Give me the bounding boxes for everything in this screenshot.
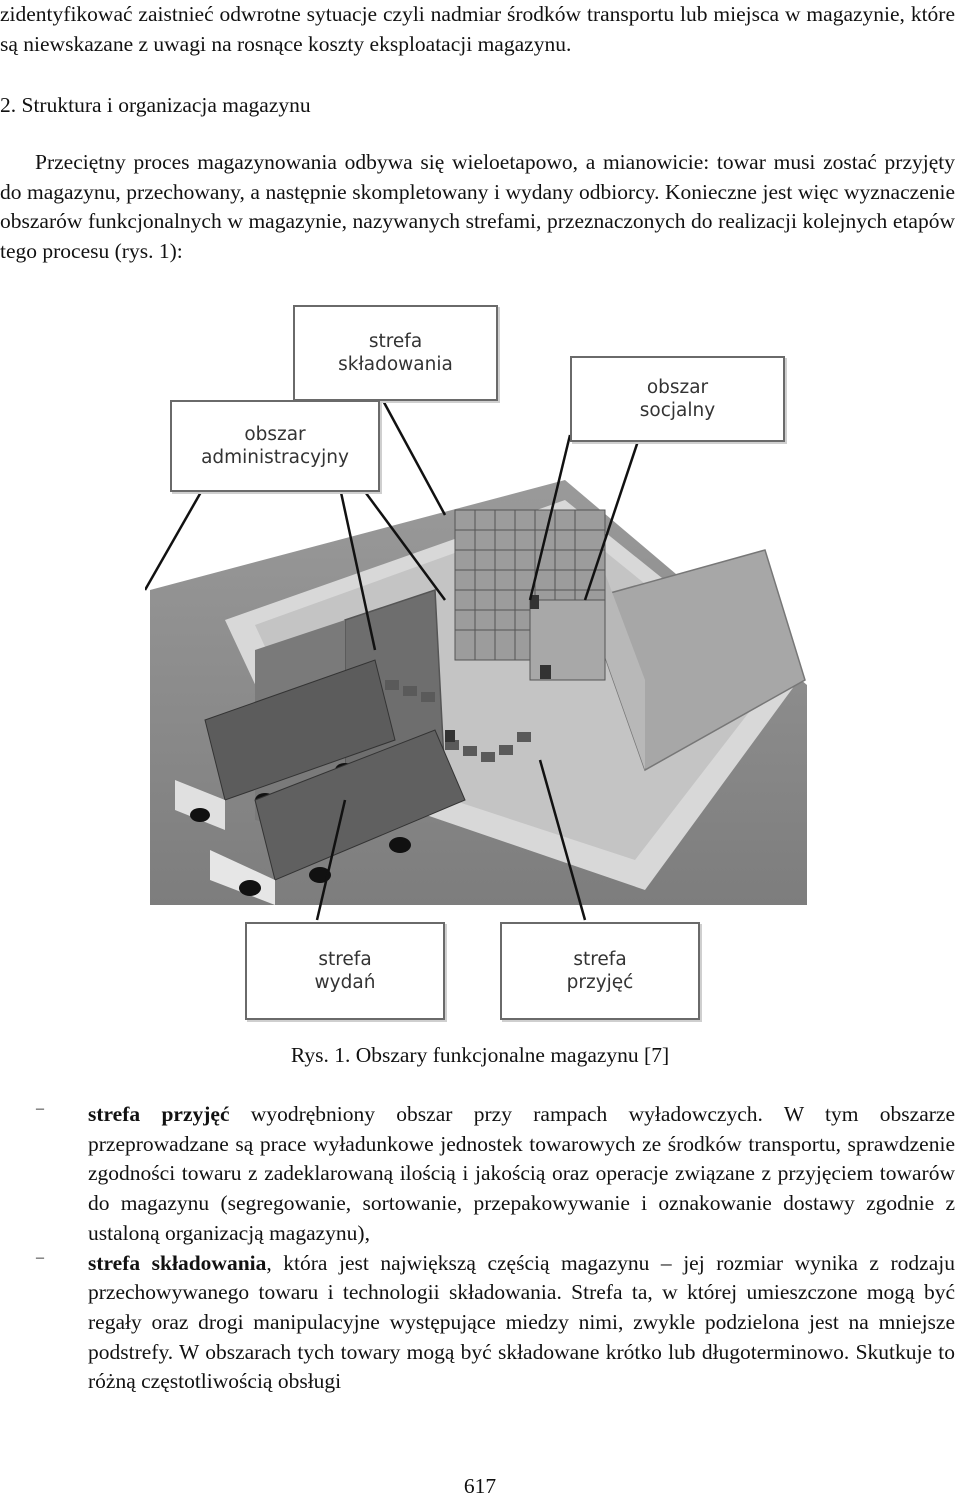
warehouse-figure [145, 300, 815, 1030]
callout-admin-area: obszar administracyjny [170, 400, 380, 492]
list-item [0, 1100, 955, 1249]
definition-receiving: wyodrębniony obszar przy rampach wyładowczych. W tym obszarze przeprowadzane są prace wyładunkowe jednostek towarowych ze środków transportu, sprawdzenie zgodności towaru z zadeklarowaną ilością i jakością oraz operacje związane z przyjęciem towarów do magazynu (segregowanie, sortowanie, przepakowywanie i oznakowanie dostawy zgodnie z ustaloną organizacją magazynu), [88, 1102, 955, 1245]
zone-list [0, 1100, 955, 1397]
section-heading: 2. Struktura i organizacja magazynu [0, 93, 311, 117]
definition-storage: , która jest największą częścią magazynu – jej rozmiar wynika z rodzaju przechowywanego towaru i technologii składowania. Strefa ta, w której umieszczone mogą być regały oraz drogi manipulacyjne występujące miedzy nimi, zwykle podzielona jest na mniejsze podstrefy. W obszarach tych towary mogą być składowane krótko lub długoterminowo. Skutkuje to różną częstotliwością obsługi [88, 1250, 955, 1394]
callout-dispatch-zone: strefa wydań [245, 922, 445, 1020]
list-dash: – [36, 1248, 44, 1266]
term-storage: strefa składowania [88, 1250, 267, 1275]
list-item [0, 1249, 955, 1398]
callout-storage-zone: strefa składowania [293, 305, 498, 401]
callout-social-area: obszar socjalny [570, 356, 785, 442]
paragraph-intro: zidentyfikować zaistnieć odwrotne sytuacje czyli nadmiar środków transportu lub miejsca w magazynie, które są niewskazane z uwagi na rosnące koszty eksploatacji magazynu. [0, 2, 955, 56]
callout-receiving-zone: strefa przyjęć [500, 922, 700, 1020]
list-dash: – [36, 1100, 44, 1117]
page-number: 617 [463, 1474, 497, 1498]
term-receiving: strefa przyjęć [88, 1102, 230, 1126]
figure-caption: Rys. 1. Obszary funkcjonalne magazynu [7] [290, 1043, 670, 1067]
paragraph-process: Przeciętny proces magazynowania odbywa się wieloetapowo, a mianowicie: towar musi zostać przyjęty do magazynu, przechowany, a następnie skompletowany i wydany odbiorcy. Konieczne jest więc wyznaczenie obszarów funkcjonalnych w magazynie, nazywanych strefami, przeznaczonych do realizacji kolejnych etapów tego procesu (rys. 1): [0, 150, 955, 264]
